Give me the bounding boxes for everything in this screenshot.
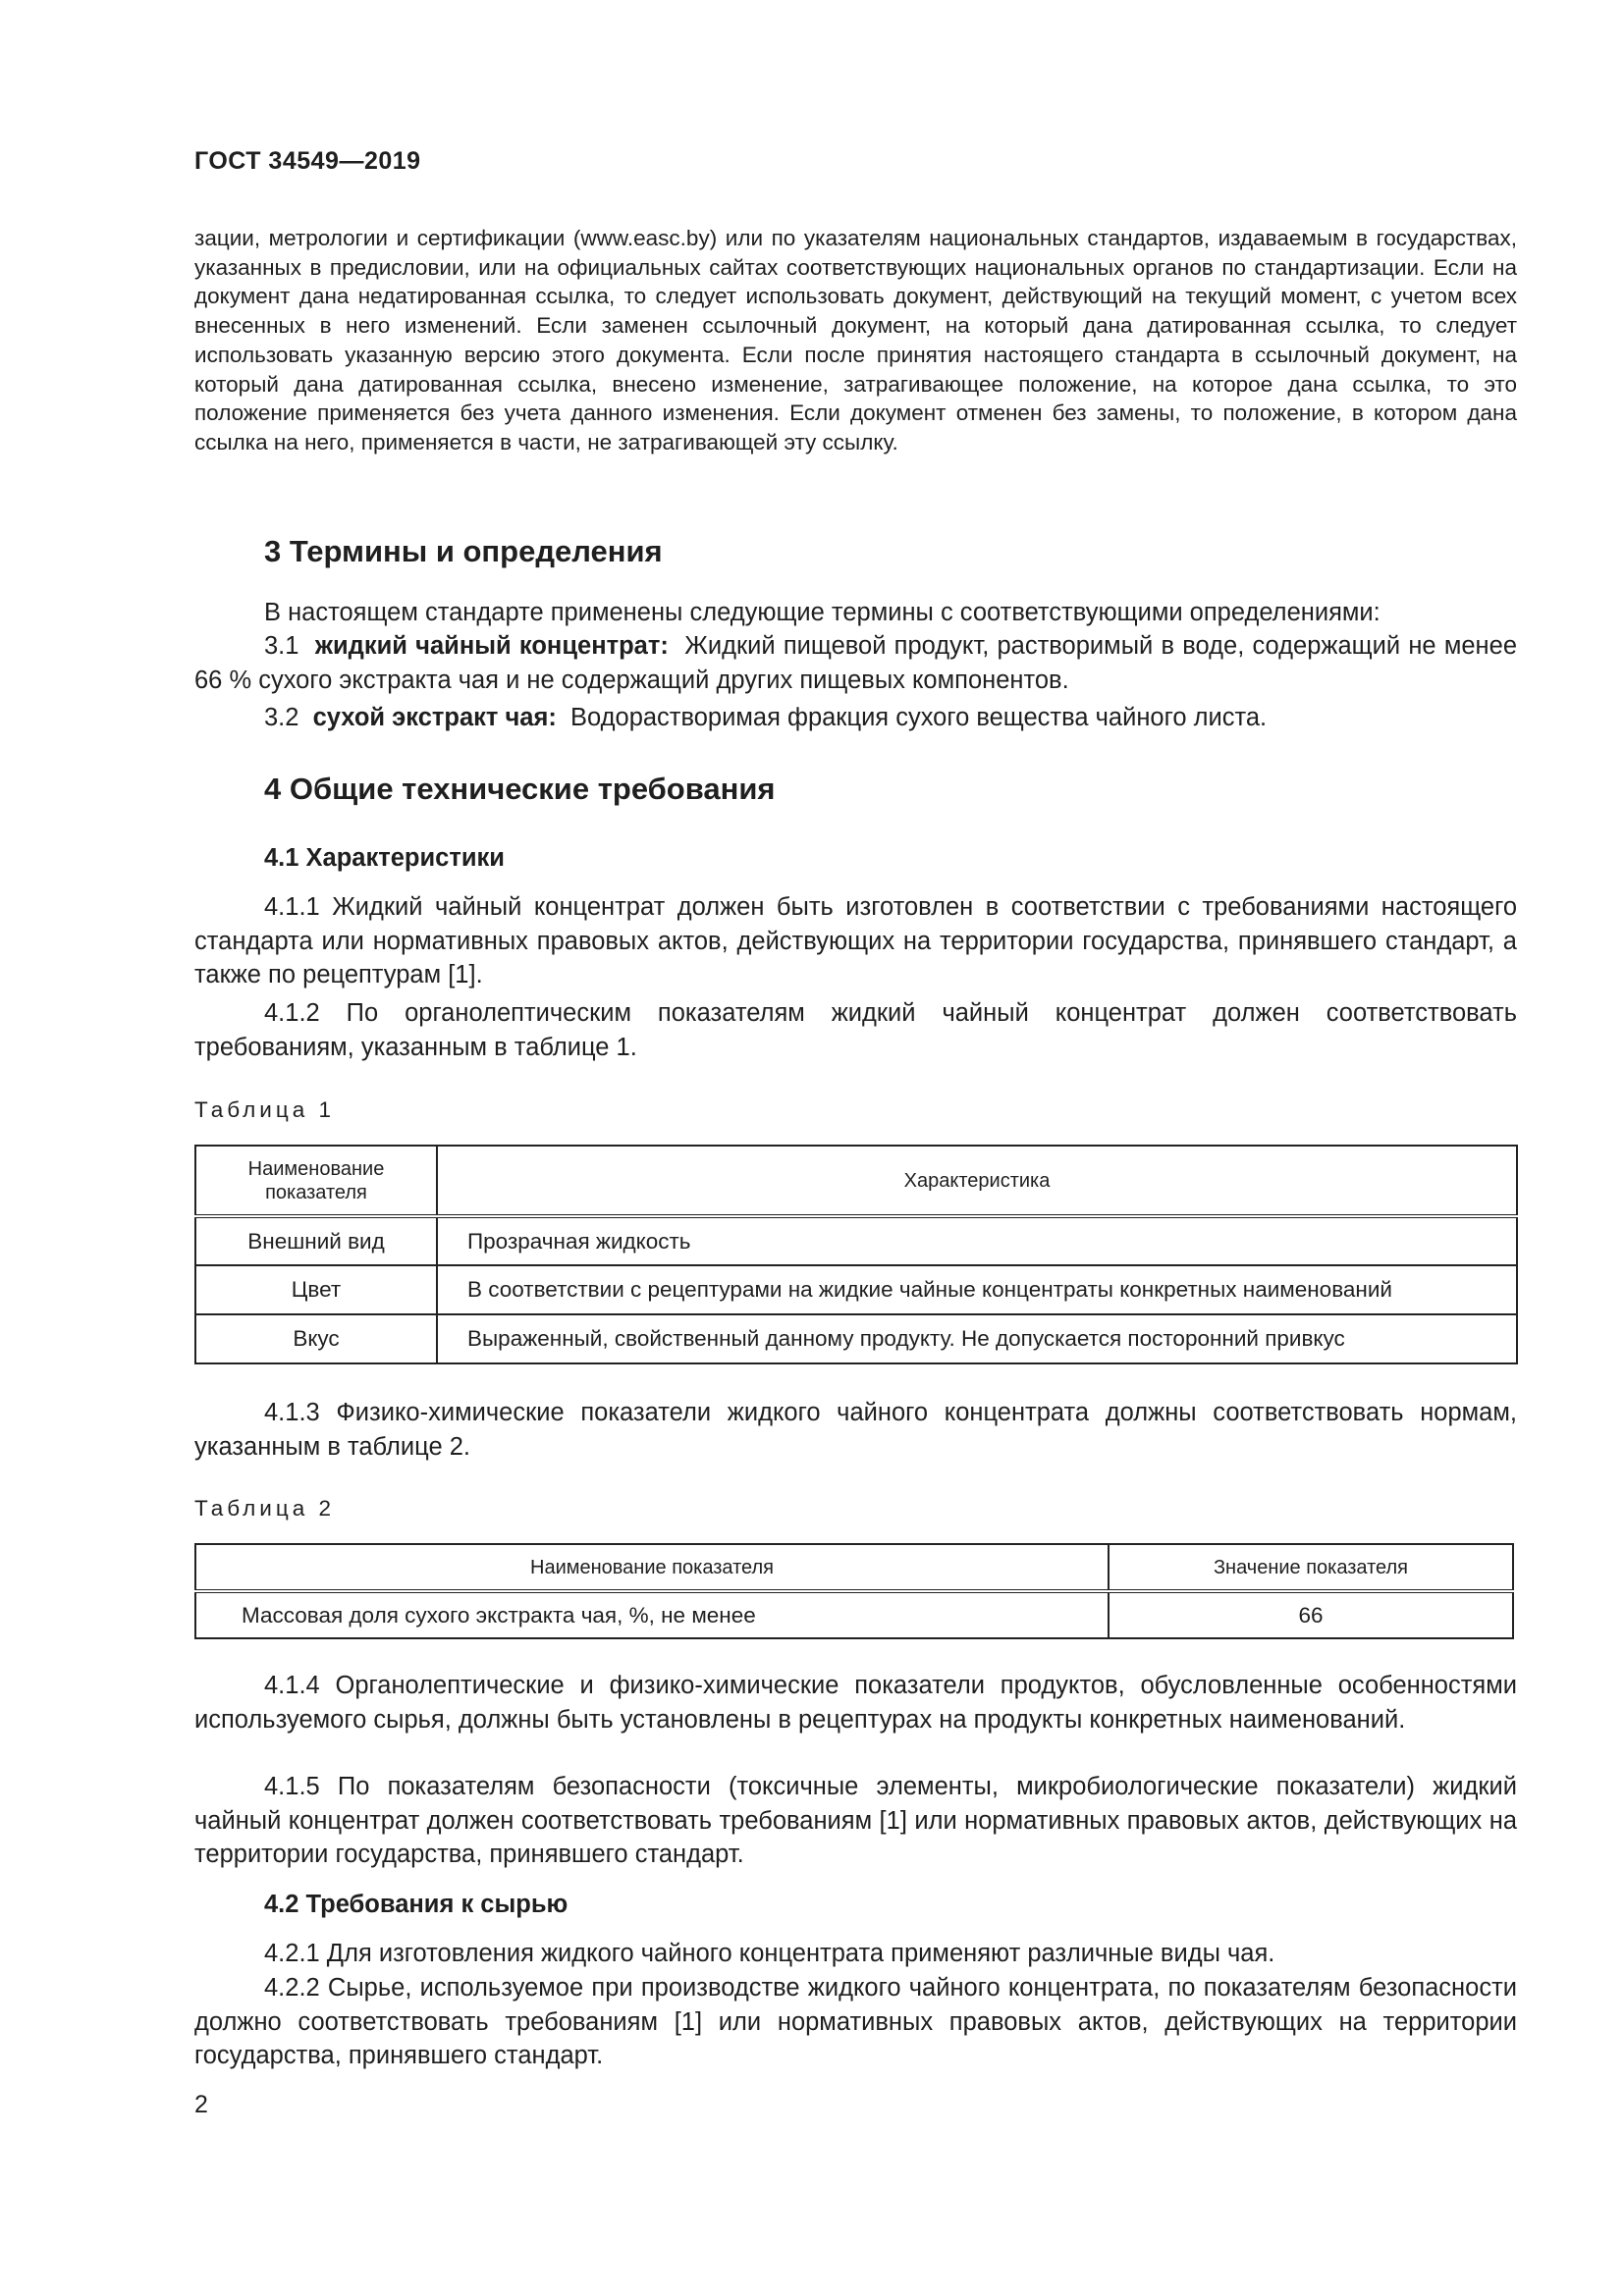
paragraph-4-1-5: 4.1.5 По показателям безопасности (токсичные элементы, микробиологические показатели) жидкий чайный концентрат должен соответствовать требованиям [1] или нормативных правовых актов, действующих на территории государства, принявшего стандарт. (194, 1773, 1517, 1868)
table-1-cell-value: В соответствии с рецептурами на жидкие чайные концентраты конкретных наименований (437, 1265, 1517, 1314)
paragraph-4-1-1: 4.1.1 Жидкий чайный концентрат должен быть изготовлен в соответствии с требованиями настоящего стандарта или нормативных правовых актов, действующих на территории государства, принявшего стандарт, а также по рецептурам [1]. (194, 893, 1517, 988)
paragraph-4-1-4: 4.1.4 Органолептические и физико-химические показатели продуктов, обусловленные особенностями используемого сырья, должны быть установлены в рецептурах на продукты конкретных наименований. (194, 1672, 1517, 1734)
table-1-header-name: Наименование показателя (195, 1146, 437, 1216)
table-row (195, 1591, 1513, 1638)
table-row (195, 1314, 1517, 1363)
table-1-cell-name: Внешний вид (195, 1216, 437, 1265)
section-4-title: 4 Общие технические требования (264, 772, 776, 806)
paragraph-4-1-3: 4.1.3 Физико-химические показатели жидкого чайного концентрата должны соответствовать нормам, указанным в таблице 2. (194, 1399, 1517, 1461)
section-3-intro: В настоящем стандарте применены следующие термины с соответствующими определениями: (264, 599, 1380, 626)
table-2-cell-name: Массовая доля сухого экстракта чая, %, не менее (195, 1591, 1109, 1638)
table-1 (194, 1145, 1518, 1364)
table-2-cell-value: 66 (1109, 1591, 1513, 1638)
paragraph-4-2-2: 4.2.2 Сырье, используемое при производстве жидкого чайного концентрата, по показателям безопасности должно соответствовать требованиям [1] или нормативных правовых актов, действующих на территории государства, принявшего стандарт. (194, 1974, 1517, 2069)
term-3-1-number: 3.1 (264, 632, 299, 660)
document-header: ГОСТ 34549—2019 (194, 147, 421, 175)
term-3-1 (194, 629, 1517, 697)
paragraph-4-2-1: 4.2.1 Для изготовления жидкого чайного концентрата применяют различные виды чая. (264, 1940, 1275, 1967)
table-1-caption: Таблица 1 (194, 1097, 335, 1122)
term-3-2-definition: Водорастворимая фракция сухого вещества чайного листа. (570, 704, 1268, 731)
table-2 (194, 1543, 1514, 1639)
table-2-caption: Таблица 2 (194, 1496, 335, 1521)
table-1-cell-value: Прозрачная жидкость (437, 1216, 1517, 1265)
table-1-cell-name: Цвет (195, 1265, 437, 1314)
table-row (195, 1265, 1517, 1314)
term-3-1-definition: Жидкий пищевой продукт, растворимый в воде, содержащий не менее 66 % сухого экстракта чая и не содержащий других пищевых компонентов. (194, 632, 1517, 694)
term-3-2-number: 3.2 (264, 704, 299, 731)
table-1-cell-value: Выраженный, свойственный данному продукту. Не допускается посторонний привкус (437, 1314, 1517, 1363)
subsection-4-2-title: 4.2 Требования к сырью (264, 1891, 568, 1918)
table-2-header-value: Значение показателя (1109, 1544, 1513, 1591)
term-3-2-term: сухой экстракт чая: (312, 704, 557, 731)
table-1-header-characteristic: Характеристика (437, 1146, 1517, 1216)
paragraph-4-1-2: 4.1.2 По органолептическим показателям жидкий чайный концентрат должен соответствовать требованиям, указанным в таблице 1. (194, 999, 1517, 1061)
page-number: 2 (194, 2091, 208, 2118)
table-1-cell-name: Вкус (195, 1314, 437, 1363)
intro-paragraph: зации, метрологии и сертификации (www.easc.by) или по указателям национальных стандартов, издаваемым в государствах, указанных в предисловии, или на официальных сайтах соответствующих национальных органов по стандартизации. Если на документ дана недатированная ссылка, то следует использовать документ, действующий на текущий момент, с учетом всех внесенных в него изменений. Если заменен ссылочный документ, на который дана датированная ссылка, то следует использовать указанную версию этого документа. Если после принятия настоящего стандарта в ссылочный документ, на который дана датированная ссылка, внесено изменение, затрагивающее положение, на которое дана ссылка, то это положение применяется без учета данного изменения. Если документ отменен без замены, то положение, в котором дана ссылка на него, применяется в части, не затрагивающей эту ссылку. (194, 226, 1517, 454)
section-3-title: 3 Термины и определения (264, 534, 663, 568)
subsection-4-1-title: 4.1 Характеристики (264, 844, 505, 872)
term-3-1-term: жидкий чайный концентрат: (314, 632, 669, 660)
table-row (195, 1216, 1517, 1265)
table-2-header-name: Наименование показателя (195, 1544, 1109, 1591)
term-3-2 (194, 701, 1517, 735)
